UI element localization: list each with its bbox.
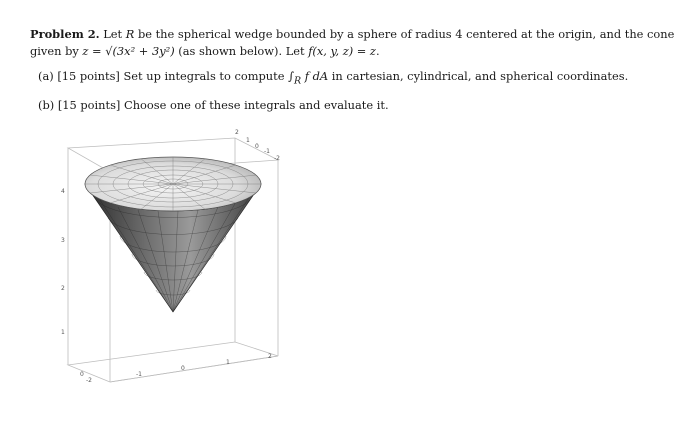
text-segment: be the spherical wedge bounded by a sphere of radius 4 centered at the origin, and the cone given by [30, 27, 675, 58]
y-axis-ticks [235, 129, 280, 162]
problem-statement [30, 26, 678, 114]
x-tick: 1 [226, 359, 230, 366]
problem-heading: Problem 2. [30, 27, 100, 41]
integrand: f dA [301, 69, 329, 83]
cone-lhs: z [82, 44, 89, 58]
z-tick: 3 [61, 237, 65, 244]
x-tick: -2 [86, 377, 92, 384]
y-tick: 2 [235, 129, 239, 136]
bounding-box-front [110, 356, 278, 382]
x-tick: 0 [181, 365, 185, 372]
text-segment: Choose one of these integrals and evaluate it. [120, 98, 389, 113]
box-bottom-face [68, 342, 278, 382]
x-tick: -1 [136, 371, 142, 378]
z-axis-ticks [61, 188, 84, 378]
y-tick: 1 [246, 137, 250, 144]
x-tick: 2 [268, 353, 272, 360]
cone-rhs: √(3x² + 3y²) [105, 44, 175, 58]
x-axis-ticks [86, 353, 272, 384]
part-b [30, 97, 678, 114]
problem-paragraph [30, 26, 678, 60]
integral-subscript: R [294, 75, 302, 87]
function-definition: f(x, y, z) = z [308, 44, 376, 58]
part-points: [15 points] [57, 69, 120, 83]
z-tick: 2 [61, 285, 65, 292]
cone-figure [50, 120, 300, 400]
y-tick: 0 [255, 143, 259, 150]
z-tick: 4 [61, 188, 65, 195]
integral-sign: ∫ [288, 69, 295, 83]
cone-plot [50, 120, 300, 400]
text-segment: . [375, 44, 380, 58]
z-tick: 0 [80, 371, 84, 378]
part-label: (a) [38, 69, 54, 83]
y-tick: -1 [264, 148, 270, 155]
z-tick: 1 [61, 329, 65, 336]
text-segment: Set up integrals to compute [119, 69, 289, 83]
cone-equals: = [88, 44, 106, 58]
region-symbol: R [125, 27, 135, 41]
part-label: (b) [38, 98, 55, 113]
y-tick: -2 [274, 155, 280, 162]
text-segment: in cartesian, cylindrical, and spherical coordinates. [328, 69, 629, 83]
part-points: [15 points] [57, 98, 121, 113]
text-segment: (as shown below). Let [174, 44, 309, 58]
text-segment: Let [99, 27, 126, 41]
part-a [30, 68, 678, 89]
